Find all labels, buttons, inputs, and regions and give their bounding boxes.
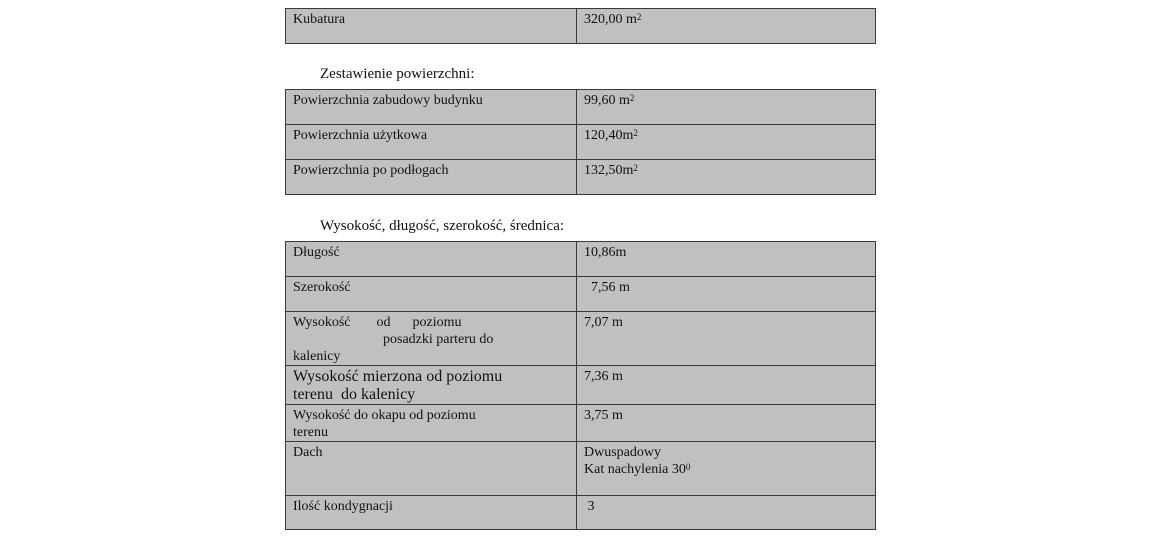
table-row: [286, 442, 876, 496]
label-cell: [286, 90, 577, 125]
superscript: 2: [633, 163, 638, 173]
cell-text: poziomu: [412, 315, 462, 330]
label-cell: [286, 277, 577, 312]
superscript: 0: [685, 462, 691, 472]
value-cell: [577, 312, 876, 366]
dimensions-table: [285, 241, 876, 530]
value-cell: [577, 366, 876, 405]
cell-text: 7,36 m: [584, 369, 623, 384]
superscript: 2: [636, 12, 642, 22]
kubatura-table: [285, 8, 876, 44]
cell-text: 3: [587, 499, 595, 514]
value-cell: [577, 496, 876, 530]
label-cell: [286, 125, 577, 160]
cell-text: Dach: [293, 445, 323, 460]
table-row: [286, 277, 876, 312]
cell-text: Powierzchnia zabudowy budynku: [293, 93, 483, 108]
cell-text: Wysokość do okapu od poziomu: [293, 408, 476, 423]
cell-text: Kat nachylenia 30: [584, 462, 686, 477]
cell-text: Ilość kondygnacji: [293, 499, 393, 514]
label-cell: [286, 405, 577, 442]
table-row: [286, 496, 876, 530]
label-cell: [286, 9, 577, 44]
table-row: [286, 366, 876, 405]
value-cell: [577, 90, 876, 125]
label-cell: [286, 366, 577, 405]
cell-text: 132,50m: [584, 163, 634, 178]
cell-text: 320,00 m: [584, 12, 637, 27]
cell-text: 120,40m: [584, 128, 634, 143]
superscript: 2: [633, 128, 638, 138]
cell-text: Szerokość: [293, 280, 351, 295]
dimensions-heading: Wysokość, długość, szerokość, średnica:: [320, 218, 565, 234]
cell-text: 3,75 m: [584, 408, 623, 423]
value-cell: [577, 405, 876, 442]
areas-table: [285, 89, 876, 195]
table-row: [286, 125, 876, 160]
cell-text: od: [376, 315, 391, 330]
cell-text: 7,56 m: [591, 280, 630, 295]
cell-text: 7,07 m: [584, 315, 623, 330]
superscript: 2: [629, 93, 635, 103]
cell-text: Dwuspadowy: [584, 445, 661, 460]
value-cell: [577, 160, 876, 195]
cell-text: terenu: [293, 425, 328, 440]
cell-text: Długość: [293, 245, 340, 260]
label-cell: [286, 442, 577, 496]
cell-text: Powierzchnia użytkowa: [293, 128, 428, 143]
cell-text: 99,60 m: [584, 93, 630, 108]
table-row: [286, 312, 876, 366]
table-row: [286, 242, 876, 277]
cell-text: posadzki parteru do: [383, 332, 494, 347]
table-row: [286, 160, 876, 195]
cell-text: 10,86m: [584, 245, 627, 260]
cell-text: Wysokość: [293, 315, 351, 330]
areas-heading: Zestawienie powierzchni:: [320, 66, 475, 82]
value-cell: [577, 125, 876, 160]
value-cell: [577, 277, 876, 312]
label-cell: [286, 312, 577, 366]
table-row: [286, 9, 876, 44]
cell-text: Wysokość mierzona od poziomu: [293, 368, 503, 385]
value-cell: [577, 9, 876, 44]
cell-text: Kubatura: [293, 12, 346, 27]
table-row: [286, 90, 876, 125]
cell-text: terenu do kalenicy: [293, 386, 416, 403]
label-cell: [286, 160, 577, 195]
value-cell: [577, 242, 876, 277]
value-cell: [577, 442, 876, 496]
label-cell: [286, 242, 577, 277]
cell-text: kalenicy: [293, 349, 341, 364]
cell-text: Powierzchnia po podłogach: [293, 163, 449, 178]
label-cell: [286, 496, 577, 530]
table-row: [286, 405, 876, 442]
